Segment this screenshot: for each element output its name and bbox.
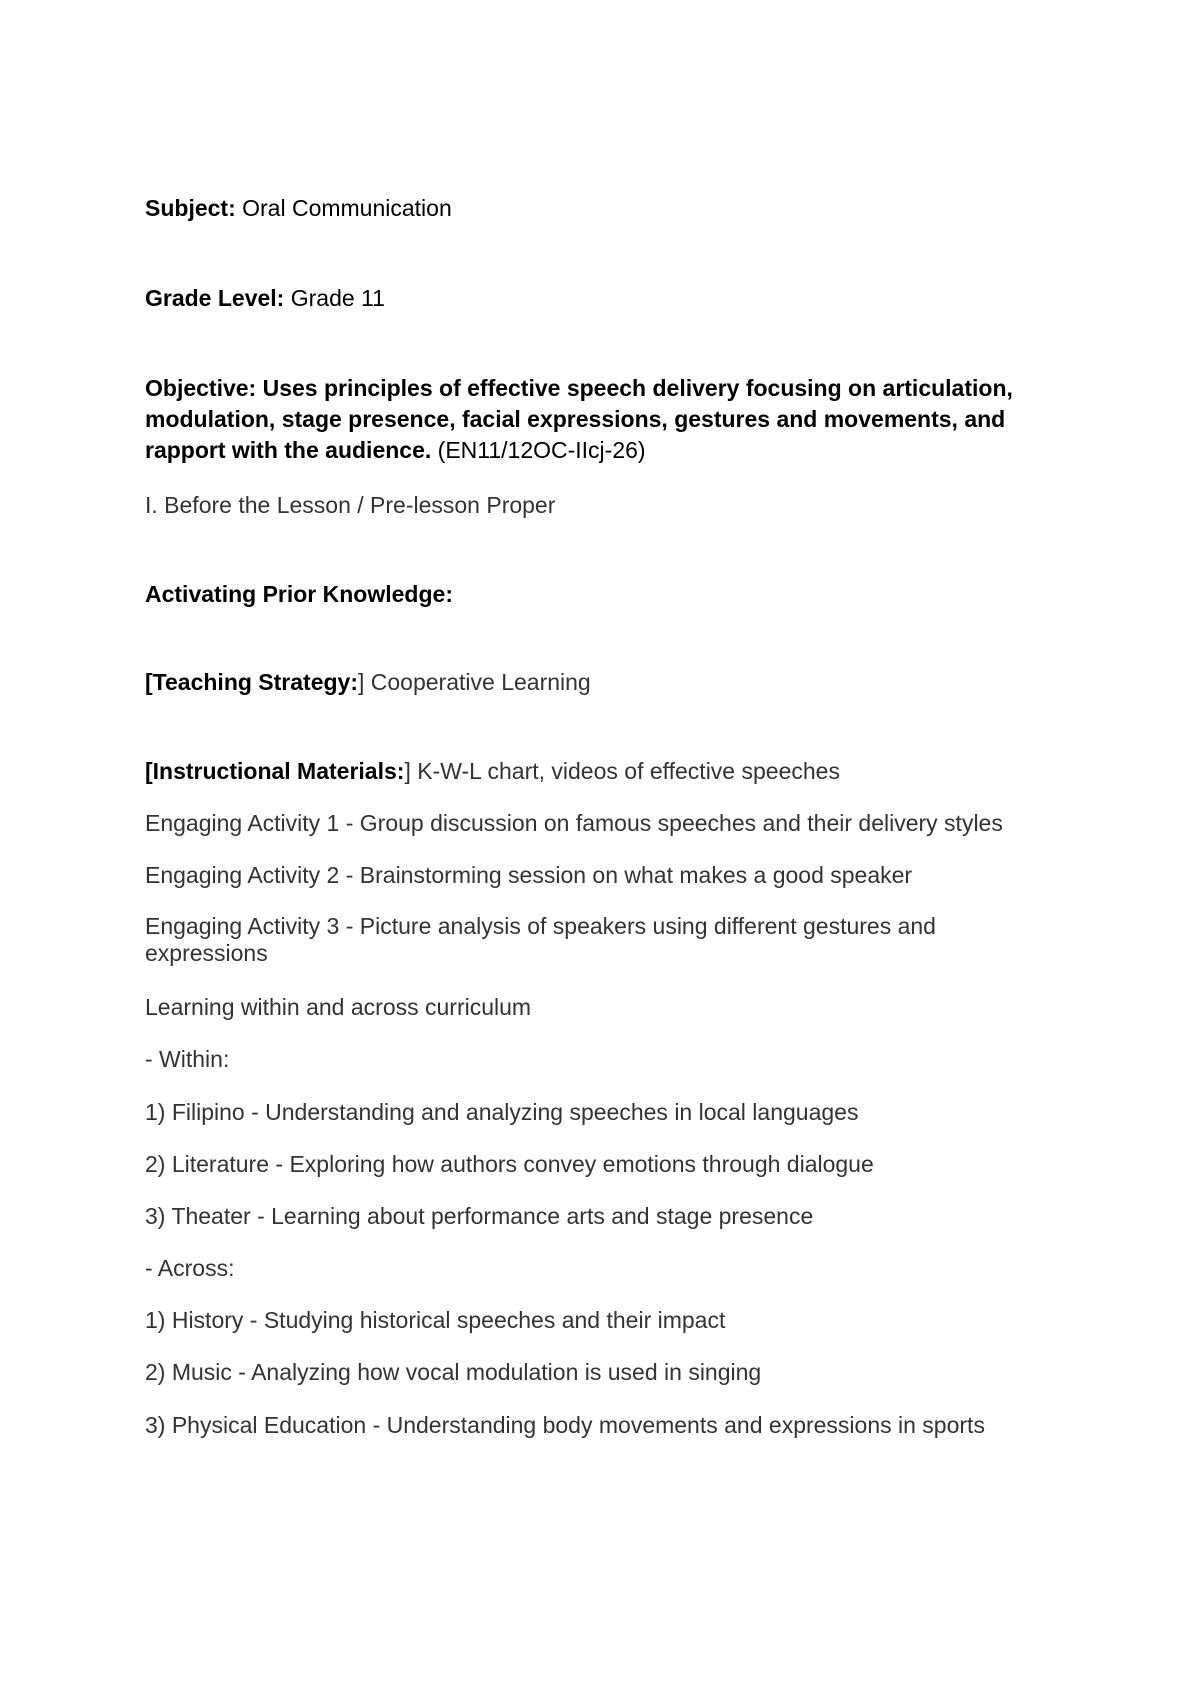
section-title: I. Before the Lesson / Pre-lesson Proper: [145, 492, 556, 518]
grade-level-label: Grade Level:: [145, 285, 285, 311]
subject-label: Subject:: [145, 195, 236, 221]
subject-line: [145, 194, 1075, 222]
within-item: 1) Filipino - Understanding and analyzing speeches in local languages: [145, 1099, 859, 1125]
within-item: 2) Literature - Exploring how authors convey emotions through dialogue: [145, 1151, 874, 1177]
within-item: 3) Theater - Learning about performance arts and stage presence: [145, 1203, 814, 1229]
objective-text: Uses principles of effective speech delivery focusing on articulation, modulation, stage presence, facial expressions, gestures and movements, and rapport with the audience.: [145, 375, 1013, 463]
teaching-strategy-value: ] Cooperative Learning: [358, 669, 591, 695]
subject-value: Oral Communication: [235, 195, 452, 221]
across-label: - Across:: [145, 1255, 235, 1281]
teaching-strategy-line: [145, 668, 1075, 696]
across-item: 3) Physical Education - Understanding body movements and expressions in sports: [145, 1412, 985, 1438]
within-label: - Within:: [145, 1046, 230, 1072]
across-item: 1) History - Studying historical speeches and their impact: [145, 1307, 726, 1333]
across-item: 2) Music - Analyzing how vocal modulation is used in singing: [145, 1359, 762, 1385]
prior-knowledge-heading: Activating Prior Knowledge:: [145, 581, 453, 607]
instructional-materials-label: [Instructional Materials:: [145, 758, 405, 784]
curriculum-heading: Learning within and across curriculum: [145, 994, 532, 1020]
grade-level-value: Grade 11: [284, 285, 385, 311]
instructional-materials-line: [145, 757, 1075, 785]
grade-level-line: [145, 284, 1075, 312]
activity-item: Engaging Activity 3 - Picture analysis of speakers using different gestures and expressions: [145, 913, 936, 966]
instructional-materials-value: ] K-W-L chart, videos of effective speeches: [404, 758, 840, 784]
objective-code: (EN11/12OC-IIcj-26): [431, 437, 646, 463]
teaching-strategy-label: [Teaching Strategy:: [145, 669, 358, 695]
activity-item: Engaging Activity 1 - Group discussion on famous speeches and their delivery styles: [145, 810, 1003, 836]
activity-item: Engaging Activity 2 - Brainstorming session on what makes a good speaker: [145, 862, 913, 888]
objective-paragraph: [145, 373, 1025, 466]
objective-label: Objective:: [145, 375, 257, 401]
